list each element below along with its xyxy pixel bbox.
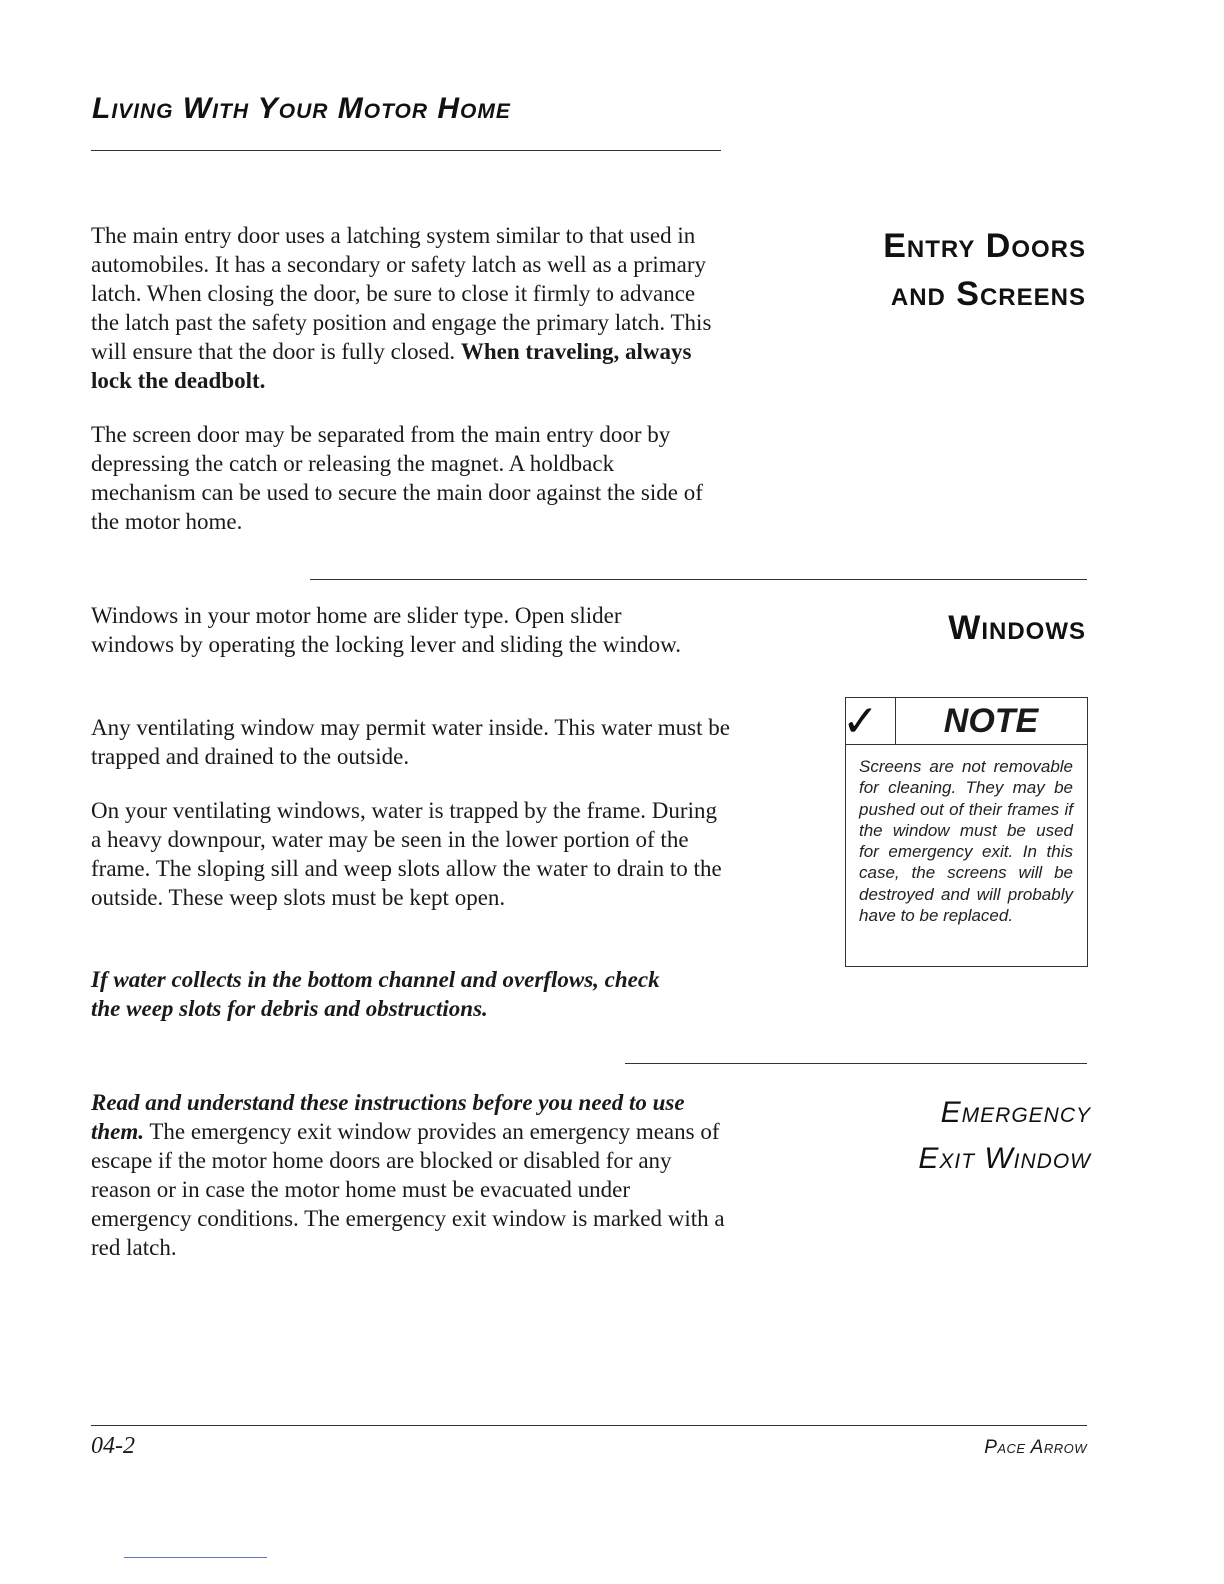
page-header-title: Living With Your Motor Home [92, 92, 511, 125]
section-heading-windows: Windows [948, 609, 1086, 647]
emergency-exit-paragraph [91, 1088, 731, 1262]
weep-slot-tip: If water collects in the bottom channel and overflows, check the weep slots for debris and obstructions. [91, 967, 660, 1021]
scan-artifact-line [124, 1557, 267, 1558]
note-text: Screens are not removable for cleaning. They may be pushed out of their frames if the window must be used for emergency exit. In this case, the screens will be destroyed and will probably have to be replaced. [859, 757, 1073, 926]
entry-door-text: The main entry door uses a latching system similar to that used in automobiles. It has a secondary or safety latch as well as a primary latch. When closing the door, be sure to close it firmly to advance the latch past the safety position and engage the primary latch. This will ensure that the door is fully closed. [91, 223, 712, 364]
footer-rule [91, 1425, 1087, 1426]
note-box [842, 696, 1088, 967]
section-heading-emergency-exit [918, 1090, 1091, 1182]
footer-brand: Pace Arrow [984, 1437, 1087, 1458]
windows-paragraph-3: On your ventilating windows, water is trapped by the frame. During a heavy downpour, water may be seen in the lower portion of the frame. The sloping sill and weep slots allow the water to drain to the outside. These weep slots must be kept open. [91, 798, 722, 910]
entry-door-paragraph [91, 221, 716, 395]
deadbolt-warning: When traveling, always lock the deadbolt. [91, 339, 692, 393]
section-rule-emergency [625, 1063, 1087, 1064]
screen-door-paragraph: The screen door may be separated from the main entry door by depressing the catch or releasing the magnet. A holdback mechanism can be used to secure the main door against the side of the motor home. [91, 422, 703, 534]
note-title: NOTE [943, 702, 1039, 740]
heading-line-2: and Screens [890, 275, 1086, 313]
heading-line-1: Entry Doors [883, 227, 1086, 265]
page-number: 04-2 [91, 1433, 135, 1459]
windows-paragraph-4 [91, 965, 691, 1023]
section-rule-windows [310, 579, 1087, 580]
note-header [842, 696, 1087, 747]
checkmark-icon: ✓ [842, 696, 879, 747]
read-instructions-warning: Read and understand these instructions before you need to use them. [91, 1090, 685, 1144]
header-rule [91, 150, 721, 151]
heading-line-2: Exit Window [918, 1142, 1091, 1175]
heading-line-1: Emergency [940, 1096, 1091, 1129]
section-heading-entry-doors [883, 222, 1086, 318]
emergency-exit-text: The emergency exit window provides an emergency means of escape if the motor home doors are blocked or disabled for any reason or in case the motor home must be evacuated under emergency conditions. The emergency exit window is marked with a red latch. [91, 1119, 725, 1260]
windows-paragraph-1: Windows in your motor home are slider type. Open slider windows by operating the locking lever and sliding the window. [91, 603, 682, 657]
windows-paragraph-2: Any ventilating window may permit water inside. This water must be trapped and drained to the outside. [91, 715, 730, 769]
